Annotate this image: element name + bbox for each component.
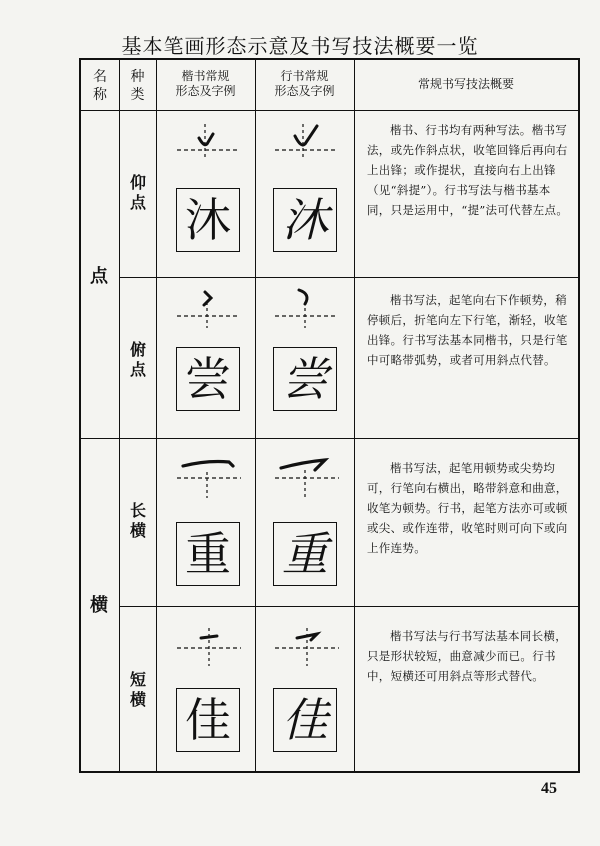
row-divider bbox=[119, 606, 578, 607]
xingshu-sample-box bbox=[273, 188, 337, 252]
stroke-guide-fu-dian bbox=[177, 286, 237, 328]
technique-description: 楷书写法，起笔用顿势或尖势均可，行笔向右横出，略带斜意和曲意，收笔为顿势。行书，起笔方法亦可或顿或尖、或作连带，收笔时则可向下或向上作连势。 bbox=[367, 461, 568, 555]
xingshu-sample-char: 佳 bbox=[282, 693, 328, 747]
header-xingshu-line2: 形态及字例 bbox=[274, 84, 335, 98]
column-divider bbox=[354, 60, 355, 771]
group-name-dot: 点 bbox=[90, 266, 108, 287]
stroke-guide-duan-heng bbox=[177, 620, 241, 666]
xingshu-sample-box bbox=[273, 347, 337, 411]
row-kind-label: 俯点 bbox=[129, 340, 146, 379]
stroke-guide-chang-heng-xingshu bbox=[275, 452, 339, 498]
technique-description: 楷书、行书均有两种写法。楷书写法，或先作斜点状，收笔回锋后再向右上出锋；或作提状，直接向右上出锋（见“斜提”）。行书写法与楷书基本同，只是运用中，“提”法可代替左点。 bbox=[367, 123, 569, 217]
stroke-table bbox=[79, 58, 580, 773]
group-divider bbox=[81, 438, 578, 439]
kaishu-sample-char: 佳 bbox=[185, 693, 231, 747]
row-kind-label: 短横 bbox=[129, 670, 146, 709]
kaishu-sample-box bbox=[176, 522, 240, 586]
kaishu-sample-char: 沐 bbox=[185, 193, 231, 247]
header-name-line2: 称 bbox=[93, 87, 107, 103]
header-xingshu-line1: 行书常规 bbox=[280, 69, 329, 83]
row-divider bbox=[119, 277, 578, 278]
xingshu-sample-box bbox=[273, 522, 337, 586]
header-name-line1: 名 bbox=[93, 69, 107, 85]
stroke-guide-duan-heng-xingshu bbox=[275, 620, 339, 666]
technique-description: 楷书写法，起笔向右下作顿势，稍停顿后，折笔向左下行笔，渐轻，收笔出锋。行书写法基本同楷书，只是行笔中可略带弧势，或者可用斜点代替。 bbox=[367, 293, 568, 367]
stroke-guide-yang-dian-xingshu bbox=[275, 120, 335, 160]
kaishu-sample-box bbox=[176, 347, 240, 411]
header-kaishu-line2: 形态及字例 bbox=[175, 84, 236, 98]
header-kaishu bbox=[156, 69, 255, 99]
header-technique: 常规书写技法概要 bbox=[417, 77, 514, 91]
xingshu-sample-char: 沐 bbox=[282, 193, 328, 247]
page-number: 45 bbox=[541, 780, 557, 797]
xingshu-sample-char: 尝 bbox=[282, 352, 328, 406]
header-name bbox=[81, 68, 119, 104]
header-kind bbox=[119, 68, 156, 104]
row-kind-label: 仰点 bbox=[129, 173, 146, 212]
header-kind-line2: 类 bbox=[130, 87, 145, 103]
header-xingshu bbox=[255, 69, 354, 99]
column-divider bbox=[156, 60, 157, 771]
xingshu-sample-char: 重 bbox=[282, 527, 328, 581]
row-kind-label: 长横 bbox=[129, 501, 146, 540]
kaishu-sample-box bbox=[176, 688, 240, 752]
column-divider bbox=[119, 60, 120, 771]
kaishu-sample-char: 重 bbox=[185, 527, 231, 581]
kaishu-sample-char: 尝 bbox=[185, 352, 231, 406]
group-name-horizontal: 横 bbox=[90, 595, 108, 616]
kaishu-sample-box bbox=[176, 188, 240, 252]
page-title: 基本笔画形态示意及书写技法概要一览 bbox=[121, 34, 479, 58]
header-kind-line1: 种 bbox=[130, 69, 145, 85]
technique-description: 楷书写法与行书写法基本同长横，只是形状较短，曲意减少而已。行书中，短横还可用斜点等形式替代。 bbox=[367, 629, 567, 683]
xingshu-sample-box bbox=[273, 688, 337, 752]
stroke-guide-fu-dian-xingshu bbox=[275, 286, 335, 328]
stroke-guide-yang-dian bbox=[177, 120, 237, 160]
column-divider bbox=[255, 60, 256, 771]
header-divider bbox=[81, 110, 578, 111]
stroke-guide-chang-heng bbox=[177, 452, 241, 498]
header-kaishu-line1: 楷书常规 bbox=[181, 69, 230, 83]
